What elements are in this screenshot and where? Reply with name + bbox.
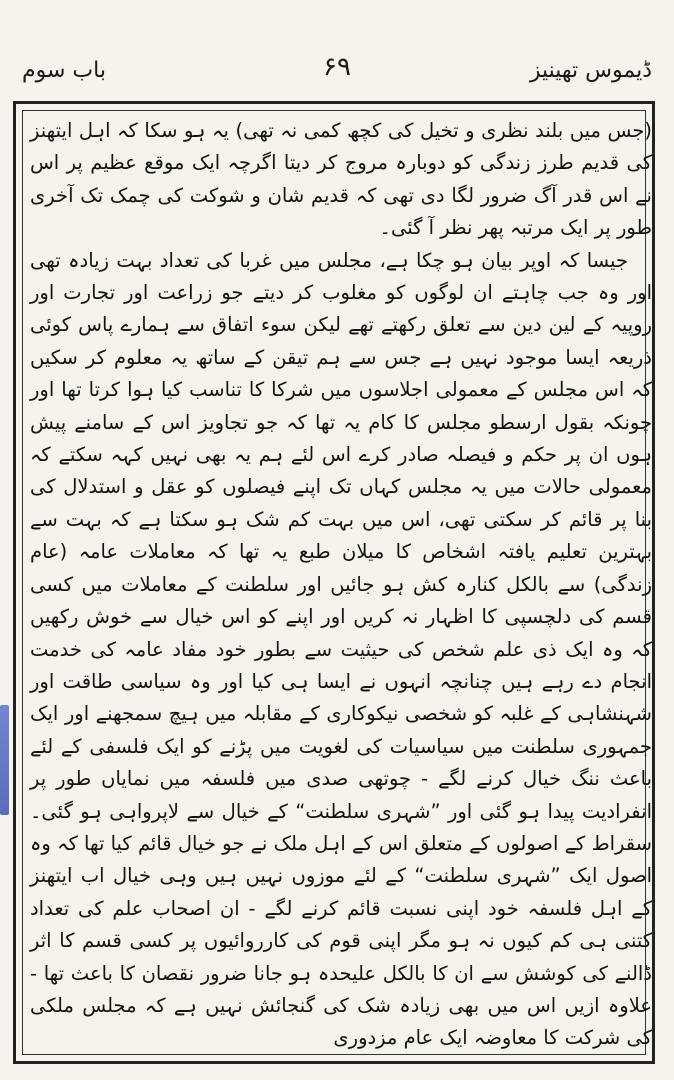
page-number: ۶۹	[323, 52, 351, 82]
library-stamp-mark	[0, 705, 9, 815]
paragraph: (جس میں بلند نظری و تخیل کی کچھ کمی نہ تھی) یہ ہو سکا کہ اہل ایتھنز کی قدیم طرز زندگی کو دوبارہ مروج کر دیتا اگرچہ ایک موقع عظیم پر اس نے اس قدر آگ ضرور لگا دی تھی کہ قدیم شان و شوکت کی چمک تک آخری طور پر ایک مرتبہ پھر نظر آ گئی۔	[30, 119, 652, 240]
page-body-text	[30, 115, 652, 1055]
page-header	[14, 50, 660, 94]
chapter-label: باب سوم	[22, 58, 106, 83]
running-title: ڈیموس تھینیز	[529, 58, 652, 83]
paragraph: جیسا کہ اوپر بیان ہو چکا ہے، مجلس میں غربا کی تعداد بہت زیادہ تھی اور وہ جب چاہتے ان لوگوں کو مغلوب کر دیتے جو زراعت اور تجارت اور روپیہ کے لین دین سے تعلق رکھتے تھے لیکن سوء اتفاق سے ہمارے پاس کوئی ذریعہ ایسا موجود نہیں ہے جس سے ہم تیقن کے ساتھ یہ معلوم کر سکیں کہ اس مجلس کے معمولی اجلاسوں میں شرکا کا تناسب کیا ہوا کرتا تھا اور چونکہ بقول ارسطو مجلس کا کام یہ تھا کہ جو تجاویز اس کے سامنے پیش ہوں ان پر حکم و فیصلہ صادر کرے اس لئے ہم یہ بھی نہیں کہہ سکتے کہ معمولی حالات میں یہ مجلس کہاں تک اپنے فیصلوں کو عقل و استدلال کی بنا پر قائم کر سکتی تھی، اس میں بہت کم شک ہو سکتا ہے کہ بہت سے بہترین تعلیم یافتہ اشخاص کا میلان طبع یہ تھا کہ معاملات عامہ (عام زندگی) سے بالکل کنارہ کش ہو جائیں اور سلطنت کے معاملات میں کسی قسم کی دلچسپی کا اظہار نہ کریں اور اپنے کو اس خیال سے خوش رکھیں کہ وہ ایک ذی علم شخص کی حیثیت سے بطور خود مفاد عامہ کی خدمت انجام دے رہے ہیں چنانچہ انہوں نے ایسا ہی کیا اور وہ سیاسی طاقت اور شہنشاہی کے غلبہ کو شخصی نیکوکاری کے مقابلہ میں ہیچ سمجھنے اور ایک جمہوری سلطنت میں سیاسیات کی لغویت میں پڑنے کو ایک فلسفی کے لئے باعث ننگ خیال کرنے لگے - چوتھی صدی میں فلسفہ میں نمایاں طور پر انفرادیت پیدا ہو گئی اور ”شہری سلطنت“ کے خیال سے لاپرواہی ہو گئی۔ سقراط کے اصولوں کے متعلق اس کے اہل ملک نے جو خیال قائم کیا تھا کہ وہ اصول ایک ”شہری سلطنت“ کے لئے موزوں نہیں ہیں وہی خیال اب ایتھنز کے اہل فلسفہ خود اپنی نسبت قائم کرنے لگے - ان اصحاب علم کی تعداد کتنی ہی کم کیوں نہ ہو مگر اپنی قوم کی کارروائیوں پر کسی قسم کا اثر ڈالنے کی کوشش سے ان کا بالکل علیحدہ ہو جانا ضرور نقصان کا باعث تھا - علاوہ ازیں اس میں بھی زیادہ شک کی گنجائش نہیں ہے کہ مجلس ملکی کی شرکت کا معاوضہ ایک عام مزدوری	[30, 248, 652, 1050]
